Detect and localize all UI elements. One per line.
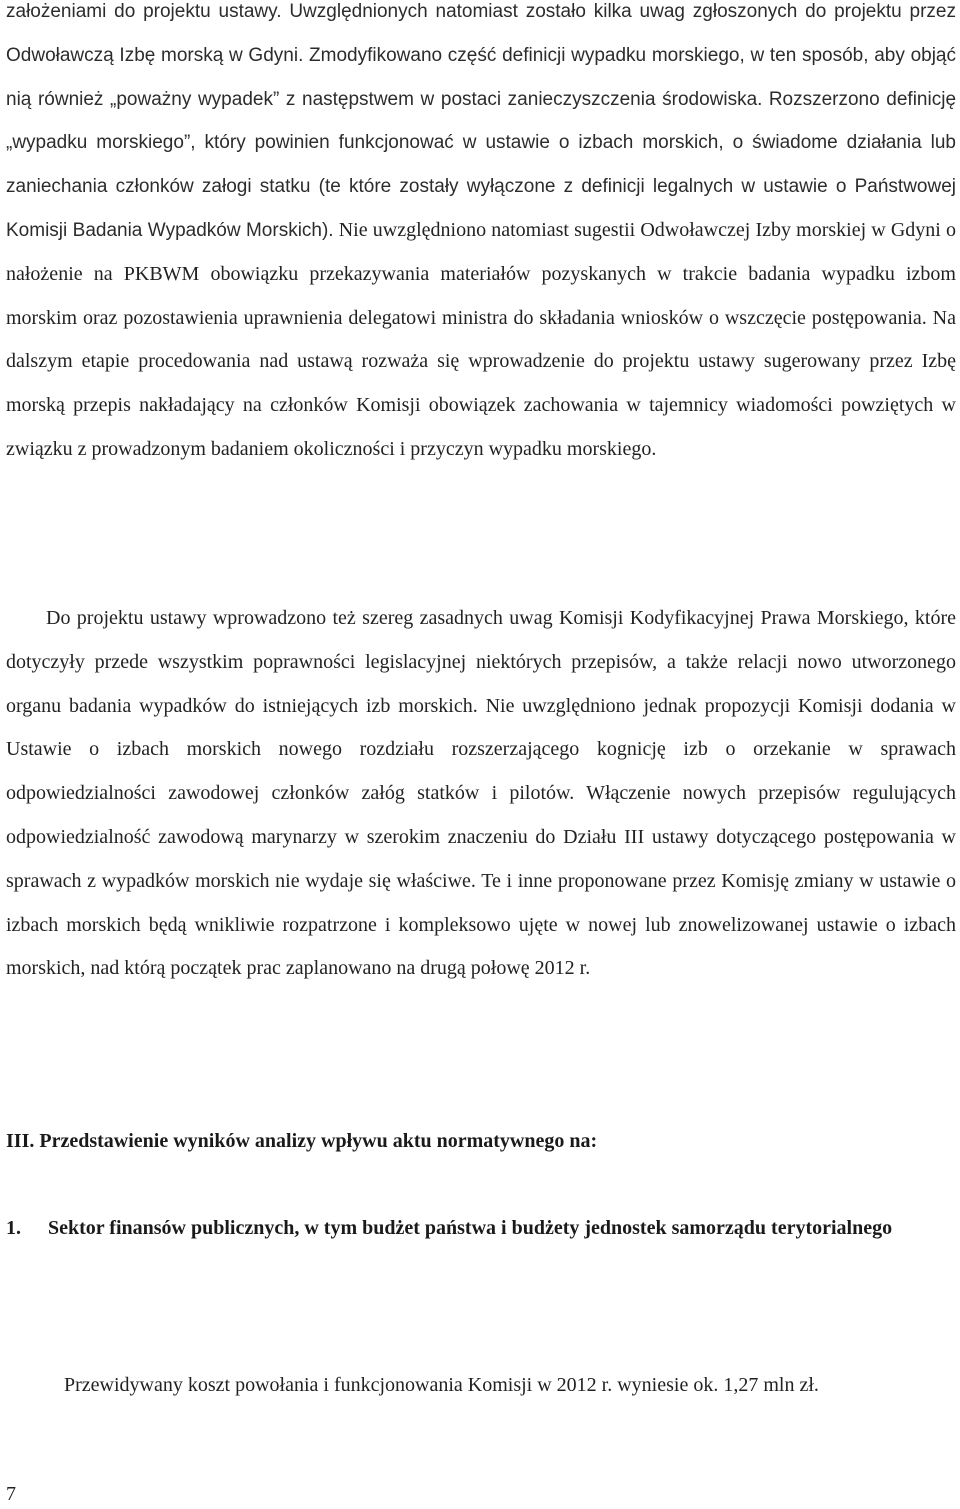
paragraph-text-sans-part-a: założeniami do projektu ustawy. Uwzględnionych natomiast zostało kilka uwag zgłoszonych do projektu przez Odwoławczą Izbę morską w Gdyni. Zmodyfikowano część definicji wypadku morskiego, w ten sposób, aby objąć nią również „poważny wypadek” z następstwem w postaci zanieczyszczenia środowiska. bbox=[6, 1, 956, 110]
paragraph-koszt-komisji: Przewidywany koszt powołania i funkcjonowania Komisji w 2012 r. wyniesie ok. 1,27 mln zł. bbox=[64, 1374, 819, 1396]
section-item-1-number: 1. bbox=[6, 1217, 21, 1239]
section-heading-iii: III. Przedstawienie wyników analizy wpływu aktu normatywnego na: bbox=[6, 1130, 598, 1152]
section-item-1-title: Sektor finansów publicznych, w tym budżet państwa i budżety jednostek samorządu terytorialnego bbox=[48, 1217, 893, 1239]
section-item-1-heading bbox=[6, 1207, 956, 1251]
paragraph-text-serif-part: Nie uwzględniono natomiast sugestii Odwoławczej Izby morskiej w Gdyni o nałożenie na PKBWM obowiązku przekazywania materiałów pozyskanych w trakcie badania wypadku izbom morskim oraz pozostawienia uprawnienia delegatowi ministra do składania wniosków o wszczęcie postępowania. Na dalszym etapie procedowania nad ustawą rozważa się wprowadzenie do projektu ustawy sugerowany przez Izbę morską przepis nakładający na członków Komisji obowiązek zachowania w tajemnicy wiadomości powziętych w związku z prowadzonym badaniem okoliczności i przyczyn wypadku morskiego. bbox=[6, 218, 956, 460]
page-number: 7 bbox=[6, 1483, 16, 1505]
paragraph-izby-morskie-uwagi bbox=[6, 0, 956, 472]
paragraph-komisja-kodyfikacyjna: Do projektu ustawy wprowadzono też szereg zasadnych uwag Komisji Kodyfikacyjnej Prawa Morskiego, które dotyczyły przede wszystkim poprawności legislacyjnej niektórych przepisów, a także relacji nowo utworzonego organu badania wypadków do istniejących izb morskich. Nie uwzględniono jednak propozycji Komisji dodania w Ustawie o izbach morskich nowego rozdziału rozszerzającego kognicję izb o orzekanie w sprawach odpowiedzialności zawodowej członków załóg statków i pilotów. Włączenie nowych przepisów regulujących odpowiedzialność zawodową marynarzy w szerokim znaczeniu do Działu III ustawy dotyczącego postępowania w sprawach z wypadków morskich nie wydaje się właściwe. Te i inne proponowane przez Komisję zmiany w ustawie o izbach morskich będą wnikliwie rozpatrzone i kompleksowo ujęte w nowej lub znowelizowanej ustawie o izbach morskich, nad którą początek prac zaplanowano na drugą połowę 2012 r. bbox=[6, 607, 956, 980]
paragraph-text-sans-part-b: Rozszerzono definicję „wypadku morskiego”, który powinien funkcjonować w ustawie o izbach morskich, o świadome działania lub zaniechania członków załogi statku (te które zostały wyłączone z definicji legalnych w ustawie o Państwowej Komisji Badania Wypadków Morskich). bbox=[6, 88, 957, 241]
